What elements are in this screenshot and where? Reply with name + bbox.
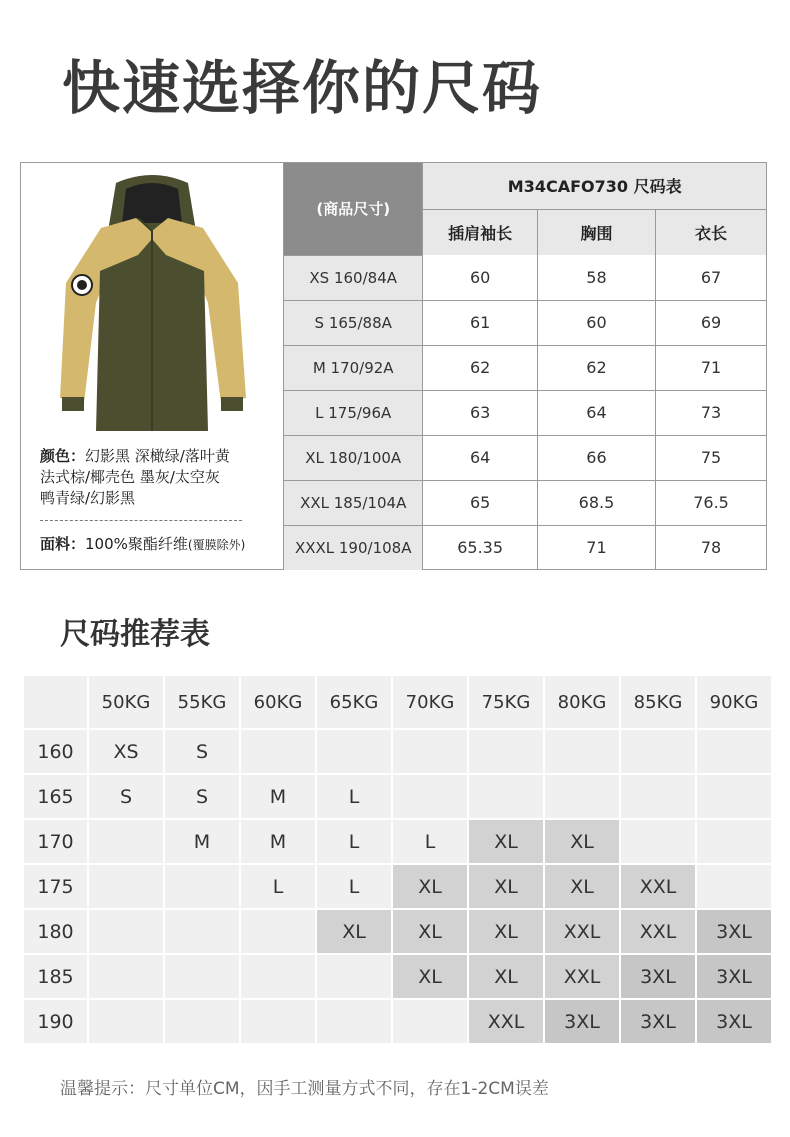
recommend-cell [393,730,467,773]
measurement-cell: 66 [537,435,655,480]
weight-header: 80KG [545,676,619,728]
recommend-cell [469,730,543,773]
recommend-cell: 3XL [697,1000,771,1043]
table-row [24,910,771,953]
measurement-cell: 64 [537,390,655,435]
recommend-cell: XL [545,865,619,908]
height-label: 185 [24,955,87,998]
height-label: 160 [24,730,87,773]
recommend-cell: XXL [469,1000,543,1043]
recommend-cell [545,730,619,773]
jacket-image [56,173,248,443]
size-table [283,163,766,570]
recommend-cell: S [165,775,239,818]
height-label: 190 [24,1000,87,1043]
measurement-cell: 61 [423,300,537,345]
table-row [24,955,771,998]
recommend-cell: XL [393,910,467,953]
weight-header: 85KG [621,676,695,728]
weight-header: 55KG [165,676,239,728]
measurement-cell: 67 [656,255,766,300]
recommend-cell: XL [317,910,391,953]
recommend-cell: XL [469,955,543,998]
fabric-label: 面料： [40,535,86,553]
recommend-cell: XL [469,910,543,953]
size-label: XS 160/84A [284,255,423,300]
recommend-cell: XXL [621,910,695,953]
recommend-cell: XL [393,955,467,998]
recommend-cell: L [393,820,467,863]
recommend-cell [469,775,543,818]
table-row [284,345,767,390]
weight-header-row [24,676,771,728]
recommend-cell [165,865,239,908]
height-label: 170 [24,820,87,863]
corner-cell [24,676,87,728]
recommend-cell [241,910,315,953]
recommend-cell [317,955,391,998]
recommend-cell [393,775,467,818]
column-header: 衣长 [656,209,766,255]
recommend-cell [697,730,771,773]
size-corner-label: (商品尺寸) [284,163,423,255]
recommend-cell: XL [393,865,467,908]
size-label: XL 180/100A [284,435,423,480]
recommend-cell: M [241,820,315,863]
fabric-note: (覆膜除外) [187,538,246,552]
recommend-cell: 3XL [697,910,771,953]
measurement-cell: 71 [537,525,655,570]
recommend-cell [241,730,315,773]
recommend-cell: XXL [545,955,619,998]
weight-header: 70KG [393,676,467,728]
weight-header: 75KG [469,676,543,728]
recommend-cell [165,1000,239,1043]
recommend-cell [241,1000,315,1043]
recommend-cell [697,820,771,863]
recommend-cell: L [317,820,391,863]
measurement-cell: 62 [537,345,655,390]
dashed-divider [40,520,242,521]
brand-logo: CAMEL [176,244,204,253]
measurement-cell: 73 [656,390,766,435]
color-description [40,446,280,509]
table-row [284,480,767,525]
table-row [284,525,767,570]
table-row [284,255,767,300]
measurement-cell: 62 [423,345,537,390]
column-header: 插肩袖长 [423,209,537,255]
measurement-cell: 60 [537,300,655,345]
recommend-cell [697,865,771,908]
recommend-cell: M [241,775,315,818]
size-label: XXL 185/104A [284,480,423,525]
recommend-cell: XL [469,820,543,863]
size-label: XXXL 190/108A [284,525,423,570]
measurement-tip: 温馨提示：尺寸单位CM，因手工测量方式不同，存在1-2CM误差 [60,1079,549,1099]
height-label: 180 [24,910,87,953]
recommend-cell: 3XL [621,955,695,998]
recommend-cell [89,955,163,998]
measurement-cell: 60 [423,255,537,300]
recommend-cell: XXL [545,910,619,953]
column-header: 胸围 [537,209,655,255]
measurement-cell: 75 [656,435,766,480]
recommend-cell [621,820,695,863]
height-label: 165 [24,775,87,818]
color-line-2: 法式棕/椰壳色 墨灰/太空灰 [40,468,220,486]
table-row [24,775,771,818]
recommend-cell [89,1000,163,1043]
recommend-cell [165,955,239,998]
recommend-title: 尺码推荐表 [60,617,210,652]
weight-header: 60KG [241,676,315,728]
table-row [24,820,771,863]
color-label: 颜色： [40,447,86,465]
recommend-cell: XL [469,865,543,908]
color-line-3: 鸭青绿/幻影黑 [40,489,136,507]
recommend-cell [89,910,163,953]
recommend-cell: M [165,820,239,863]
fabric-value: 100%聚酯纤维 [85,535,188,553]
recommend-cell: 3XL [545,1000,619,1043]
size-table-title: M34CAFO730 尺码表 [423,163,766,209]
recommend-cell: 3XL [697,955,771,998]
product-panel [21,163,284,569]
measurement-cell: 69 [656,300,766,345]
table-row [284,435,767,480]
measurement-cell: 58 [537,255,655,300]
recommend-cell: XXL [621,865,695,908]
recommend-cell [241,955,315,998]
recommend-cell [393,1000,467,1043]
weight-header: 90KG [697,676,771,728]
size-label: L 175/96A [284,390,423,435]
recommend-cell: 3XL [621,1000,695,1043]
recommend-table [22,674,773,1045]
table-row [284,300,767,345]
recommend-cell: S [89,775,163,818]
page-title: 快速选择你的尺码 [62,54,543,122]
measurement-cell: 68.5 [537,480,655,525]
recommend-cell: L [241,865,315,908]
weight-header: 50KG [89,676,163,728]
recommend-cell [165,910,239,953]
table-row [284,390,767,435]
recommend-cell [317,730,391,773]
measurement-cell: 63 [423,390,537,435]
measurement-cell: 76.5 [656,480,766,525]
weight-header: 65KG [317,676,391,728]
recommend-cell [697,775,771,818]
measurement-cell: 71 [656,345,766,390]
recommend-cell: S [165,730,239,773]
measurement-cell: 64 [423,435,537,480]
recommend-cell: XS [89,730,163,773]
recommend-cell [621,775,695,818]
recommend-cell [317,1000,391,1043]
table-row [24,730,771,773]
table-row [24,865,771,908]
measurement-cell: 65 [423,480,537,525]
color-line-1: 幻影黑 深橄绿/落叶黄 [85,447,230,465]
recommend-cell [545,775,619,818]
size-label: S 165/88A [284,300,423,345]
measurement-cell: 78 [656,525,766,570]
height-label: 175 [24,865,87,908]
recommend-cell: L [317,775,391,818]
size-chart-box [20,162,767,570]
recommend-cell: XL [545,820,619,863]
recommend-cell: L [317,865,391,908]
recommend-cell [89,820,163,863]
fabric-description [40,533,285,554]
recommend-cell [621,730,695,773]
table-row [24,1000,771,1043]
recommend-cell [89,865,163,908]
measurement-cell: 65.35 [423,525,537,570]
size-label: M 170/92A [284,345,423,390]
